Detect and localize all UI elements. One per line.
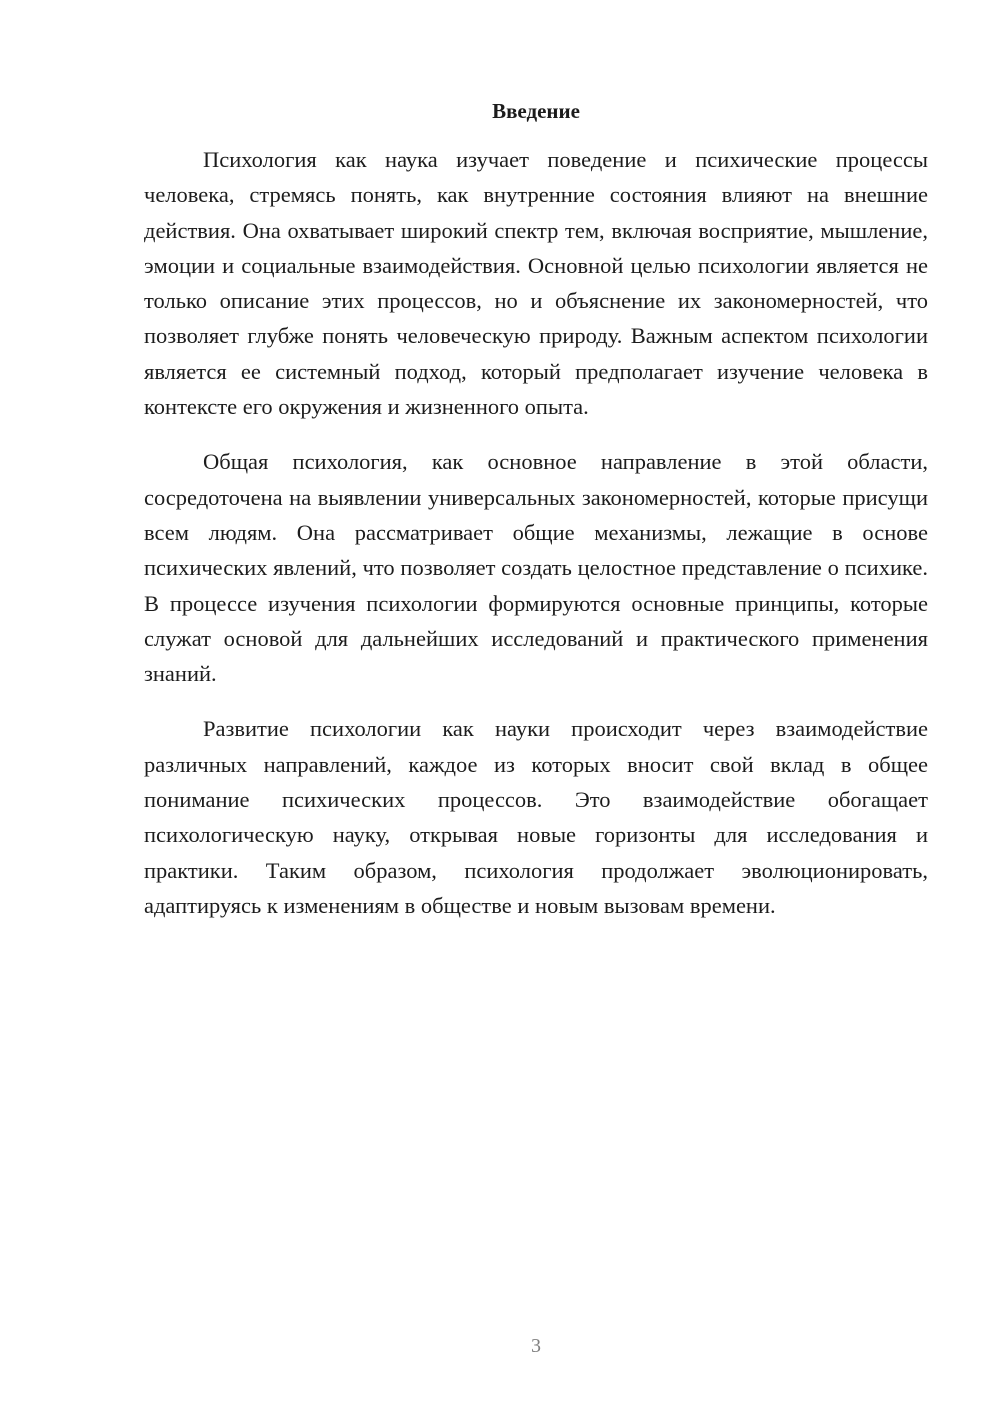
body-text <box>144 142 928 943</box>
page-number: 3 <box>531 1335 541 1357</box>
paragraph-2: Общая психология, как основное направление в этой области, сосредоточена на выявлении универсальных закономерностей, которые присущи всем людям. Она рассматривает общие механизмы, лежащие в основе психических явлений, что позволяет создать целостное представление о психике. В процессе изучения психологии формируются основные принципы, которые служат основой для дальнейших исследований и практического применения знаний. <box>144 449 928 687</box>
paragraph-3: Развитие психологии как науки происходит через взаимодействие различных направлений, каждое из которых вносит свой вклад в общее понимание психических процессов. Это взаимодействие обогащает психологическую науку, открывая новые горизонты для исследования и практики. Таким образом, психология продолжает эволюционировать, адаптируясь к изменениям в обществе и новым вызовам времени. <box>144 716 928 918</box>
page-heading: Введение <box>492 99 580 123</box>
paragraph-1: Психология как наука изучает поведение и психические процессы человека, стремясь понять, как внутренние состояния влияют на внешние действия. Она охватывает широкий спектр тем, включая восприятие, мышление, эмоции и социальные взаимодействия. Основной целью психологии является не только описание этих процессов, но и объяснение их закономерностей, что позволяет глубже понять человеческую природу. Важным аспектом психологии является ее системный подход, который предполагает изучение человека в контексте его окружения и жизненного опыта. <box>144 147 928 420</box>
